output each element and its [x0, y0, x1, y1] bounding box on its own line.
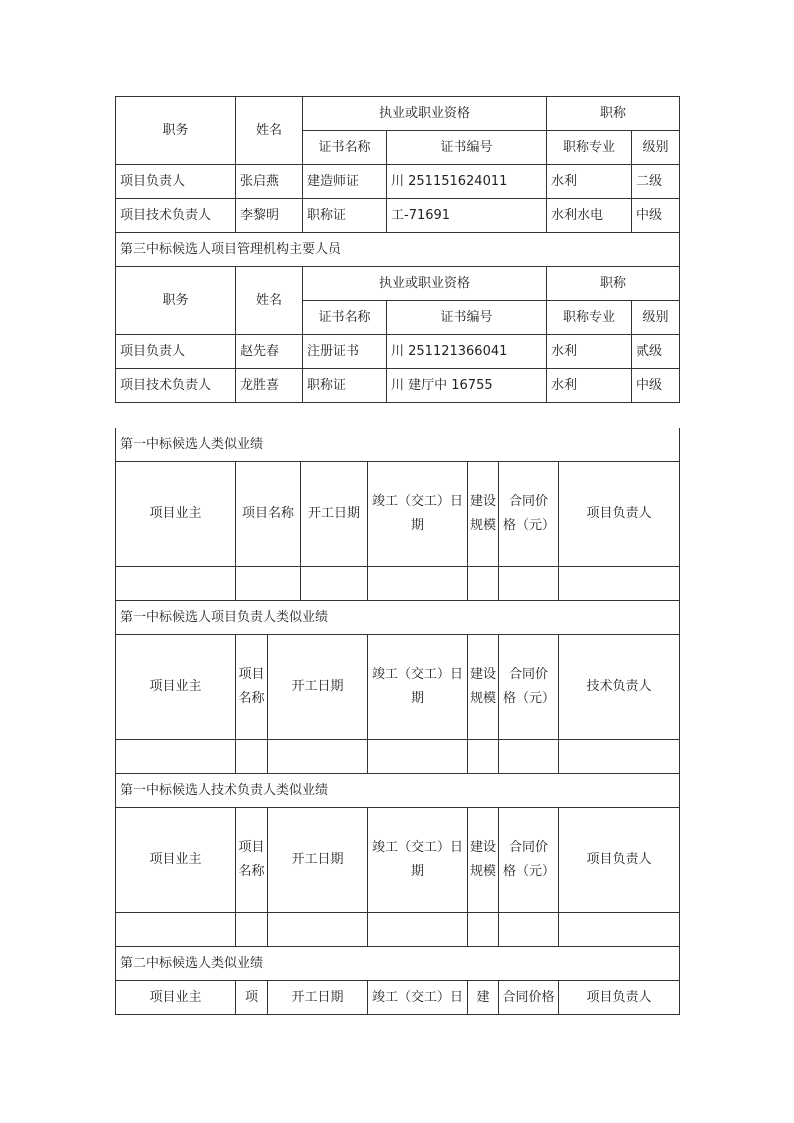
header-cert-name: 证书名称: [303, 131, 387, 165]
header-cert-no: 证书编号: [387, 131, 547, 165]
header-completion-date: 竣工（交工）日期: [368, 635, 468, 740]
section-title: 第一中标候选人技术负责人类似业绩: [116, 774, 680, 808]
header-scale: 建: [468, 981, 499, 1015]
header-completion-date: 竣工（交工）日期: [368, 808, 468, 913]
section-title: 第二中标候选人类似业绩: [116, 947, 680, 981]
cell-cert-no: 川 251121366041: [387, 335, 547, 369]
cell-position: 项目技术负责人: [116, 199, 236, 233]
header-tech-manager: 技术负责人: [559, 635, 680, 740]
header-owner: 项目业主: [116, 462, 236, 567]
table-row: [116, 335, 680, 369]
header-start-date: 开工日期: [268, 981, 368, 1015]
cell-level: 中级: [632, 369, 680, 403]
header-title: 职称: [547, 267, 680, 301]
header-project-name: 项目名称: [236, 462, 301, 567]
cell-name: 龙胜喜: [236, 369, 303, 403]
table-row: [116, 913, 680, 947]
header-level: 级别: [632, 131, 680, 165]
header-title-major: 职称专业: [547, 131, 632, 165]
header-contract-price: 合同价格（元）: [499, 635, 559, 740]
header-owner: 项目业主: [116, 635, 236, 740]
header-contract-price: 合同价格（元）: [499, 462, 559, 567]
header-start-date: 开工日期: [268, 808, 368, 913]
header-cert-name: 证书名称: [303, 301, 387, 335]
header-scale: 建设规模: [468, 808, 499, 913]
header-position: 职务: [116, 267, 236, 335]
cell-major: 水利: [547, 335, 632, 369]
section-title: 第三中标候选人项目管理机构主要人员: [116, 233, 680, 267]
header-project-name: 项目名称: [236, 808, 268, 913]
header-position: 职务: [116, 97, 236, 165]
cell-name: 张启燕: [236, 165, 303, 199]
header-owner: 项目业主: [116, 808, 236, 913]
cell-name: 赵先春: [236, 335, 303, 369]
cell-cert-no: 川 251151624011: [387, 165, 547, 199]
header-contract-price: 合同价格: [499, 981, 559, 1015]
cell-cert-no: 工-71691: [387, 199, 547, 233]
header-project-manager: 项目负责人: [559, 808, 680, 913]
cell-cert-name: 职称证: [303, 199, 387, 233]
cell-position: 项目负责人: [116, 165, 236, 199]
header-level: 级别: [632, 301, 680, 335]
header-scale: 建设规模: [468, 462, 499, 567]
header-title-major: 职称专业: [547, 301, 632, 335]
performance-table: [115, 428, 680, 1015]
cell-cert-name: 注册证书: [303, 335, 387, 369]
table-row: [116, 165, 680, 199]
cell-name: 李黎明: [236, 199, 303, 233]
cell-level: 中级: [632, 199, 680, 233]
cell-major: 水利水电: [547, 199, 632, 233]
header-completion-date: 竣工（交工）日: [368, 981, 468, 1015]
table-row: [116, 567, 680, 601]
header-qualification: 执业或职业资格: [303, 97, 547, 131]
table-row: [116, 369, 680, 403]
header-project-manager: 项目负责人: [559, 981, 680, 1015]
header-cert-no: 证书编号: [387, 301, 547, 335]
cell-level: 贰级: [632, 335, 680, 369]
cell-position: 项目技术负责人: [116, 369, 236, 403]
header-title: 职称: [547, 97, 680, 131]
cell-cert-no: 川 建厅中 16755: [387, 369, 547, 403]
cell-cert-name: 建造师证: [303, 165, 387, 199]
cell-major: 水利: [547, 369, 632, 403]
header-start-date: 开工日期: [301, 462, 368, 567]
header-name: 姓名: [236, 267, 303, 335]
header-project-name: 项: [236, 981, 268, 1015]
header-project-name: 项目名称: [236, 635, 268, 740]
table-row: [116, 740, 680, 774]
personnel-table: [115, 96, 680, 403]
cell-level: 二级: [632, 165, 680, 199]
header-contract-price: 合同价格（元）: [499, 808, 559, 913]
table-row: [116, 199, 680, 233]
header-start-date: 开工日期: [268, 635, 368, 740]
header-scale: 建设规模: [468, 635, 499, 740]
section-title: 第一中标候选人项目负责人类似业绩: [116, 601, 680, 635]
cell-cert-name: 职称证: [303, 369, 387, 403]
cell-major: 水利: [547, 165, 632, 199]
header-name: 姓名: [236, 97, 303, 165]
header-project-manager: 项目负责人: [559, 462, 680, 567]
header-owner: 项目业主: [116, 981, 236, 1015]
header-completion-date: 竣工（交工）日期: [368, 462, 468, 567]
header-qualification: 执业或职业资格: [303, 267, 547, 301]
section-title: 第一中标候选人类似业绩: [116, 428, 680, 462]
cell-position: 项目负责人: [116, 335, 236, 369]
